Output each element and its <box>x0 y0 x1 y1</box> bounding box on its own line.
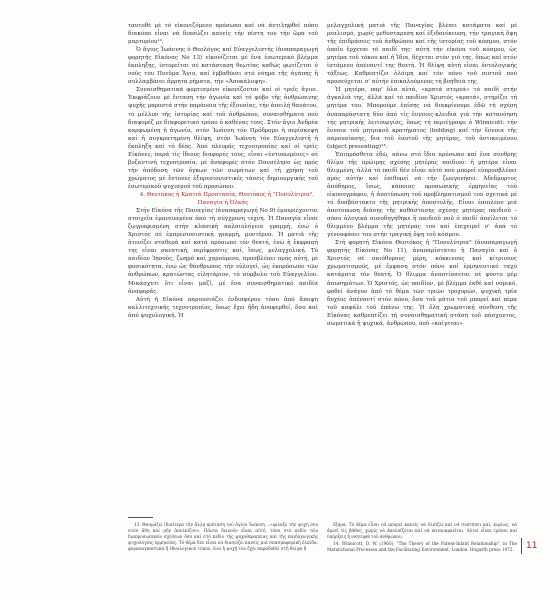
paragraph: Ὁ ἅγιος Ἰωάννης ὁ Θεολόγος καί Εὐαγγελιστής (ἀναπαραγωγή φορητής Εἰκόνας Νο 13) εἰκονίζεται μέ ἕνα ἐσωτερικό βλέμμα ἔκπληξης, ἱστορεῖται σέ κατάσταση θεωτίας καθώς φωτίζεται ὁ νοῦς του Πνεῦμα Ἅγιο, καί ἐμβαθύνει στό νόημα τῆς ἀγάπης ἢ συλλαμβάνει ἄρρητα ρήματα, τήν «Ἀποκάλυψη». <box>128 47 318 86</box>
left-text-column <box>128 22 318 320</box>
right-text-column <box>327 22 517 328</box>
footnote: 13. Θαυμάζει ἰδιαίτερα τήν ἄλλη πρόταση τοῦ ἁγίου Ἰωάννη ...«φιλαξε τήν ψυχή σου στόν ἄδη καί μήν ἀπελπίζου». Πάντα δεινούν εἶναι αὐτό, τόσο στό πεδίο τῶν διαπροσωπικῶν σχέσεων ὅσο καί στό πεδίο τῆς ψυχοθεραπείας καί τῆς παιδαγωγικής ψυχολογίας ἑρμηνείας. Τό θέμα δέν εἶναι νά διασώζει κανείς μιά σπασμαφορική ἐλπίδα, φοραναγκαστικά ἢ ἐθνολογικού τύπου, ἐνώ ἡ ψυχή του ἔχει παραδοθεῖ στή θλίψη ἢ <box>128 522 318 551</box>
right-footnotes <box>327 522 517 554</box>
page-number: 11 <box>521 538 546 554</box>
paragraph: Ἐπιπρόσθετα ἐδῶ, πάνω στό ἴδιο πρόσωπο καί ἕνα σύνθρης θλίμα τῆς πρώιμης σχέσης μητέρας παιδιού: ἡ μητέρα εἶναι θλιμμένη, ἀλλά τό παιδί δέν εἶναι αὐτό πού μπορεῖ εὐπροσβλέπει πρός αὐτήν καί ἐπιθυμεί νά τήν ζωογονήσει. Ἀδεδμορτος ἀπόδημος, ἴσως, κάποιας προσωπικής ἐρμηνείας τοῦ εἰκονογράφου, ἡ ἀποτύπωση τοῦ προβληματισμοῦ του σχετικά μέ τό δυσβάστακτο τῆς μητρικής ἀποστολῆς. Εἶναι ἐπιπλέον μιά ἀποτύπωση διάσης τῆς καθάστασης σχέσης μητέρας παιδιοῦ – σόσο ἀλογικά συνοδηγήθηκε ἢ παιδιοῦ ποῦ ὁ παιδί ἀπείλεται τό θλιμμένο βλέμμα τῆς μητέρας του καί ἐπιχειρεῖ ν' ἀπά τό γεννοφάσει του στήν τραγική ὄψη τοῦ κόσμου. <box>327 151 517 239</box>
paragraph: ταυτοθέ μέ τό εἰκονιζόμενο πρόσωπο καί νά ἀντιληφθεί πόσο διακόπο εἶναι νά διασώζει κανείς τήν πίστη του τήν ὥρα τοῦ μαρτυρίου¹³. <box>128 23 318 46</box>
footnote: 14. Winnicott, D. W. (1960), "The Theory of the Parent-Infant Relationship", in The Maturational Processes and the Facilitating Environment, London, Hogarth press 1972. <box>327 541 517 552</box>
section-heading: 4. Θεοτόκος ἡ Κρατιά Προστασία, Θεοτόκος ἡ "Πονολύτρια", Παναγία ἡ Ὁλκάς <box>139 191 315 207</box>
paragraph: μελαγχολική ματιά τῆς Παναγίας βλέπει κατάματα καί μέ ρεαλισμό, χωρίς μεθυσταρεση καί ἐξιδανίκευση, τήν τραγική ὄψη τῆς ἐπιδράσεις τοῦ ἀνθρώπου καί τῆς ἱστορίας τοῦ κόσμου, στόν ὁποῖο ἔρχεται τό παιδί της· αὐτή τήν εἰκόνα τοῦ κόσμου, ὡς μητέρα τοῦ τόκου καί ἡ Ἰδια, δέχεται στόν γιό της, ὅπως καί στόν ἱστάμενο ἀπέναντί της θεατή. Ἡ θλίψη αὐτή εἶναι ὀντολογικής τάξεως. Καθρεπτίζει ὁλόιμη καί τόν πόνο τοῦ πιστοῦ πού προσεύχεται σ' αὐτήν ἐπικαλούμενος τή βοήθειά της. <box>327 23 517 86</box>
paragraph: Συναισθηματικά φορτισμένο εἰκονίζονται καί οἱ τρεῖς ἅγιοι. Ἐκφράζουν μέ ἔνταση τήν ἀγωνία καί τό φόβο τῆς ἀνθρώπινης ψυχῆς μπροστά στήν παράνοια τῆς ἐξουσίας, τήν ἀπειλή θανάτου, τό μέλλον τῆς ἱστορίας καί τοῦ ἀνθρώπου, συναισθήματα πού διαφορέζ με διαφορετικό τρόπο ὁ καθένας τους. Στόν ἅγιο Ἀνδρέα καρφωμένη ἡ ἀγωνία, στόν Ἰωάννη τόν Πρόδρομο ἡ περίσκεψη καί ἡ συγκρατημένη θλίψη, στόν Ἰωάννη τόν Εὐαγγελιστή ἡ ἔκπληξη καί τό δέος. Ἀπό πλευράς τεχνοτροπίας καί οἱ τρεῖς Εἰκόνες, παρά τίς ἴδιους διαφορές τους, εἶναι «ἐντυπωμένες» σέ βυζαντινή τεχνοτροπία, μέ ἀναφορές στόν Πανσέληνο ὡς πρός τήν ἀπόδοση τῶν ὄγκων τῶν σωμάτων καί τή χρήση τοῦ χρώματος μέ ἔντονες ἐξπρεσιονιστικές τάσεις δημιουργικής τοῦ ἐσωτερικοῦ ψυχισμοῦ τοῦ προσώπου. <box>128 87 318 190</box>
paragraph: Αὐτή ἡ Εἰκόνα παρουσιάζει ἐνδιαφέρον τόσο ἀπό ἄποψη καλλιτεχνικής τεχνοτροπίας, ὅπως ἔχει ἤδη ἀναφερθεί, ὅσο καί ἀπό ψυχολογική. Ἡ <box>128 296 318 319</box>
footnote-divider <box>128 517 153 518</box>
left-footnotes <box>128 522 318 553</box>
paragraph: Στήν Εἰκόνα τῆς Παναγίας (ἀναπαραγωγή Νο 9) ἐμπεριέχονται στοιχεῖα ἐμπνευσμένα ἀπό τή σύγχρονη τέχνη. Ἡ Παναγία εἶναι ζωγραφισμένη στήν κλασική παλαιολόγεια γραμμή, ἐνώ ὁ Χριστός σέ ἐμπρεσιονιστική γραμμή, μοντέρνα. Ἡ ματιά τῆς ἀτενίζει σταθερά καί κατά πρόσωπο τόν θεατή, ἐνώ ἡ ἔκφρασή της εἶναι σκεπτική, περίφροντις καί, ἴσως, μελαγχολική. Τό παιδίον Ἰησοῦς, ζωηρό καί χαρούμενο, προσβλέπει πρός αὐτή, μέ φυσικότητα, ἐνώ ὡς θάνθρωπος τήν εὐλογεῖ, ὡς ἐκπρόσωπο τῶν ἀνθρώπων, κρατώντας εἰλητάριον, τό σύμβολο τοῦ Εὐαγγελίου. Μικάσχυτι ὅτι εἶναι μαζί, μέ ἕνα συναισθηματικό παιδία ἀναφορᾶς. <box>128 208 318 295</box>
paragraph: Ἡ μητέρα, παρ' ὅλα αὐτά, «κρατά στερεά» τό παιδί στήν ἀγκαλιά της, ἀλλά καί τό παιδίον Χριστός «κρατά», στηρίζει τή μητέρα του. Μπορούμε ἐπίσης νά διακρίνουμε ἐδῶ τή σχέση ἀναπαράστατη δύο ἀπό τίς ἔννοιες-κλειδιά γιά τήν κατανόηση τής μητρικής λειτουργίας, ὅπως τή περιέγραψε ὁ Winnicott: τήν ἔννοια τοῦ μητρικοῦ κρατήματος (holding) καί τήν ἔννοια τῆς παρουσίασης, δια τοῦ ἑαυτοῦ τῆς μητέρας, τοῦ ἀντικειμένου (object presenting)¹⁴. <box>327 87 517 150</box>
paragraph: Στή φορητή Εἰκόνα Θεοτόκος ἡ "Πονολύτρια" (ἀναπαραγωγή φορητής Εἰκόνας Νο 11), ἀναπαρίσταται ἡ Παναγία καί ὁ Χριστός σέ σκιόθυρους μέρη, κόκκινους καί κίτρινους χρωματισμούς, μέ ἔμφαση στόν πόνο καί ἑρμηνευτικό ταχύ κατάματα τόν θεατή. Ὁ θλιμμα ἀναπτίσσεται σέ φόντο μέρ ἀπυσημάτων. Ὁ Χριστός, ὡς παιδίον, μέ βλέμμα ἐκθέ καί νομικό, φοθεί ἀνάγον ἀπό τό θέμα τῶν τριῶν τροχορών, ψυχική τρία δυχέος ἀπέναντί στόν πόνο, ὅσα τοῦ μάτια τοῦ μπορεῖ καί πέρα τοῦ καφάλι τοῦ ἐπάνω της. Ἡ ὅλη χρωματική σύνθεση τῆς Εἰκόνας καθρεπτίζει τή συναισθηματική στάση τοῦ πάσχοντος, σωματικά ἢ ψυχικά, ἀνθρώπου, ποῦ «καίγεται» <box>327 240 517 327</box>
footnote: ἐξαρα. Τό θέμα εἶναι νά μπορεῖ κανείς νά ἐλπίζει καί νά συστήσει καί, κυρίως, νά ἀρνεῖ τίς βάθος, χωρίς νά ἀπελπίζεται καί νά καταναρκεῖται. Αὐτοί εἶναι τρόποι καί ὑπάρξεις ἡ νοητίφιθ τοῦ ἀνθρώπου. <box>327 522 517 539</box>
